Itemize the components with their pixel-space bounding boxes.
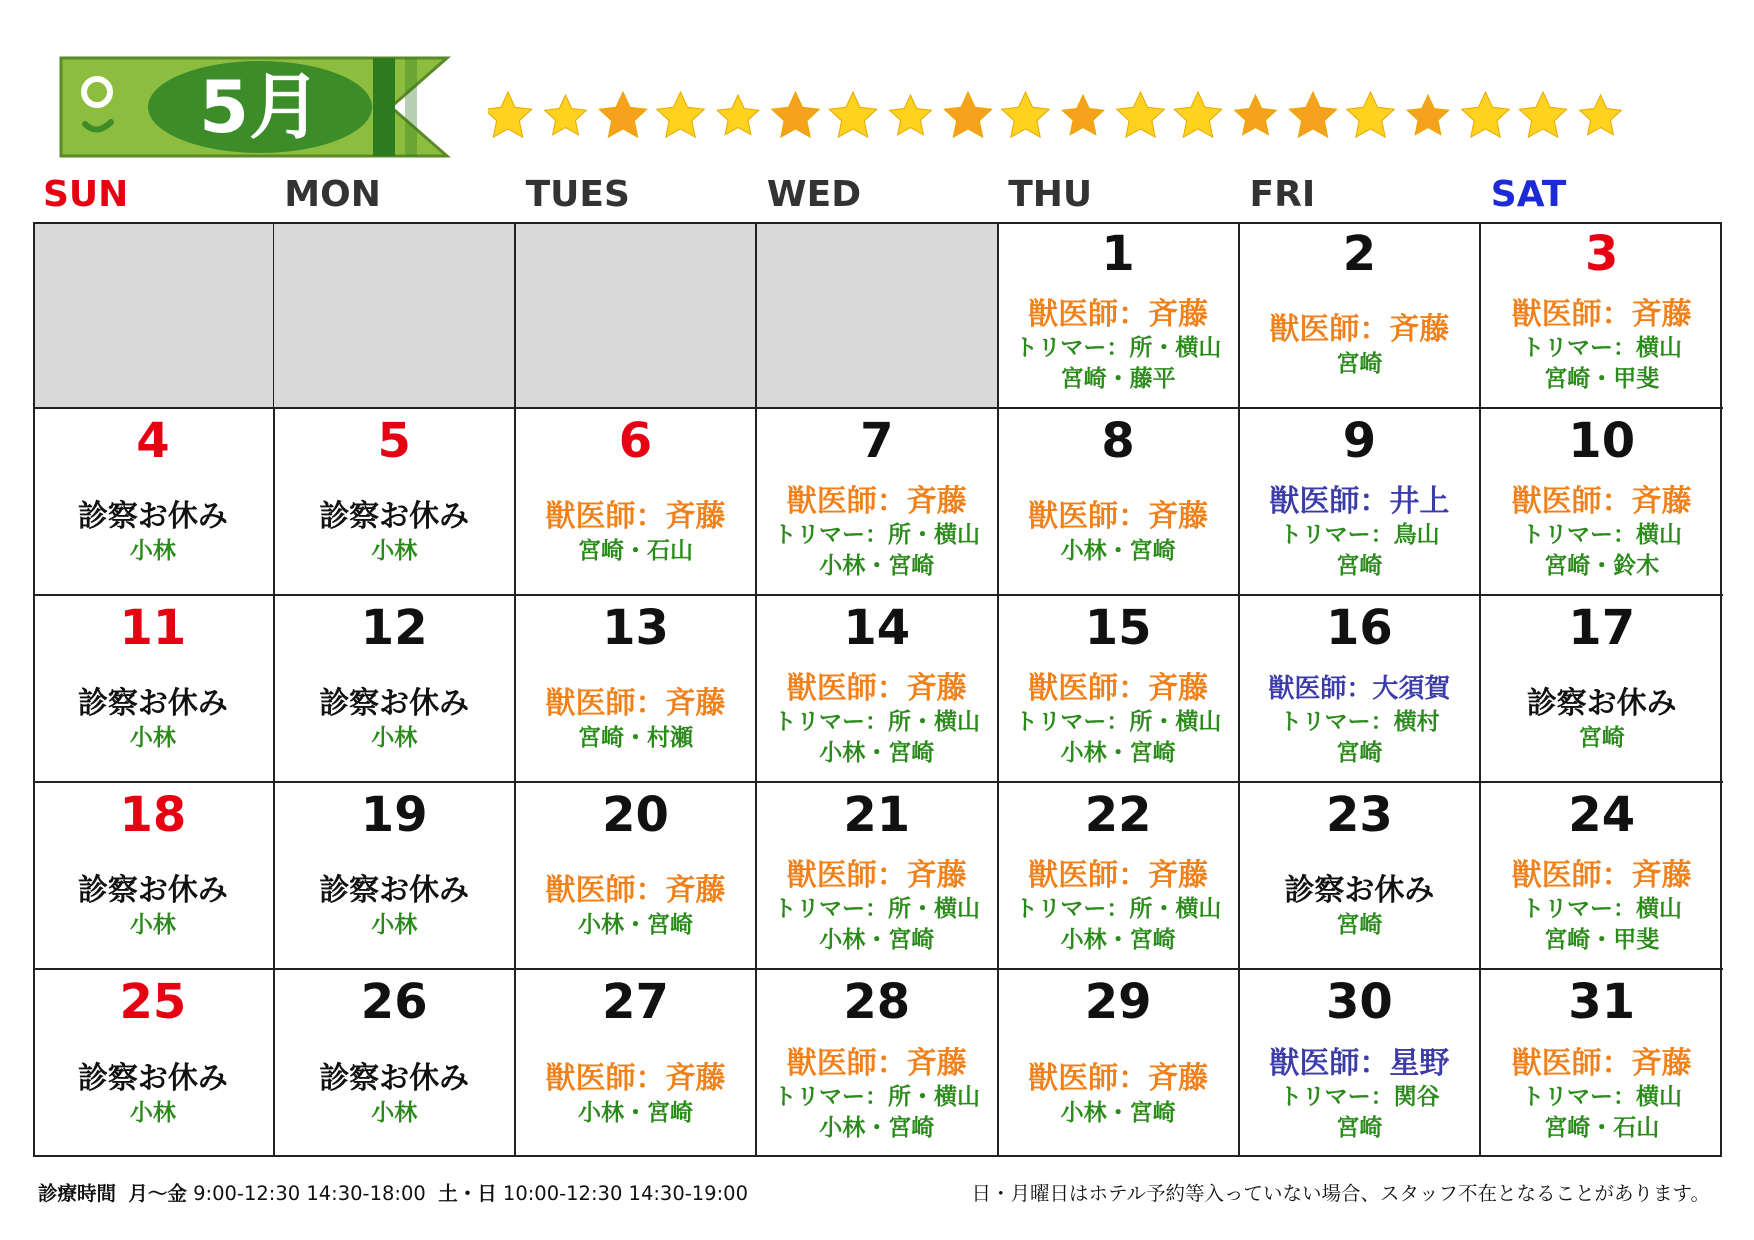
day-cell: [1481, 970, 1723, 1157]
staff-on-duty: 宮崎・村瀬: [577, 724, 693, 751]
day-number: 9: [1342, 413, 1377, 469]
koinobori-month-banner: [55, 52, 455, 162]
day-schedule: [274, 475, 514, 590]
day-number: 25: [119, 974, 187, 1030]
star-icon: [1462, 92, 1510, 137]
staff-on-duty: 小林: [371, 911, 418, 938]
day-number: 2: [1342, 226, 1377, 282]
day-number: 16: [1326, 600, 1393, 656]
day-schedule: [1240, 849, 1480, 964]
tail-stripe: [373, 58, 395, 156]
day-schedule: [998, 662, 1238, 777]
staff-on-duty: 宮崎: [1578, 724, 1625, 751]
day-schedule: [1481, 475, 1723, 590]
weekend-hours: 10:00-12:30 14:30-19:00: [502, 1182, 748, 1205]
day-number: 31: [1568, 974, 1636, 1030]
day-number: 6: [618, 413, 653, 469]
hours-label: 診療時間: [38, 1182, 117, 1205]
day-schedule: [1240, 475, 1480, 590]
day-cell: [998, 970, 1240, 1157]
staff-on-duty: 小林・宮崎: [1060, 537, 1176, 564]
day-cell: [757, 596, 999, 783]
day-schedule: [1481, 849, 1723, 964]
day-schedule: [998, 288, 1238, 403]
staff-on-duty: 小林・宮崎: [819, 926, 935, 953]
day-cell: [1481, 596, 1723, 783]
trimmer-on-duty: トリマー：所・横山: [1014, 334, 1222, 361]
day-number: 27: [602, 974, 669, 1030]
day-schedule: [1240, 662, 1480, 777]
day-number: 20: [602, 787, 669, 843]
weekday-sat: SAT: [1490, 174, 1567, 215]
staff-on-duty: 宮崎・藤平: [1060, 365, 1176, 392]
day-cell: [516, 409, 758, 596]
star-icon: [1407, 95, 1449, 135]
day-schedule: [274, 1036, 514, 1153]
trimmer-on-duty: トリマー：関谷: [1279, 1083, 1440, 1110]
day-schedule: [33, 849, 273, 964]
day-cell: [1240, 222, 1482, 409]
weekday-hours: 9:00-12:30 14:30-18:00: [193, 1182, 426, 1205]
day-cell: [1481, 409, 1723, 596]
day-schedule: [757, 475, 997, 590]
star-icon: [1002, 92, 1050, 137]
day-number: 24: [1568, 787, 1636, 843]
day-cell: [1240, 596, 1482, 783]
trimmer-on-duty: トリマー：所・横山: [773, 708, 981, 735]
trimmer-on-duty: トリマー：所・横山: [773, 1083, 981, 1110]
day-number: 29: [1084, 974, 1152, 1030]
vet-on-duty: 獣医師：斉藤: [1028, 857, 1209, 893]
closed-label: 診察お休み: [1526, 685, 1677, 721]
trimmer-on-duty: トリマー：横山: [1521, 521, 1682, 548]
day-schedule: [757, 1036, 997, 1153]
star-icon: [1062, 95, 1104, 135]
star-icon: [545, 95, 587, 135]
staff-on-duty: 宮崎・甲斐: [1544, 365, 1660, 392]
weekday-header: [33, 170, 1722, 220]
vet-on-duty: 獣医師：斉藤: [786, 857, 967, 893]
vet-on-duty: 獣医師：斉藤: [786, 1045, 967, 1081]
staff-on-duty: 小林: [371, 537, 418, 564]
staff-on-duty: 小林・宮崎: [1060, 739, 1176, 766]
day-cell: [274, 596, 516, 783]
day-cell: [1481, 783, 1723, 970]
day-number: 8: [1101, 413, 1135, 469]
day-schedule: [516, 1036, 756, 1153]
staff-on-duty: 小林: [129, 1099, 176, 1126]
day-number: 17: [1568, 600, 1636, 656]
clinic-hours: [38, 1178, 748, 1206]
day-number: 18: [119, 787, 187, 843]
closed-label: 診察お休み: [77, 1060, 228, 1096]
day-schedule: [1240, 1036, 1480, 1153]
staff-on-duty: 小林・宮崎: [819, 739, 935, 766]
day-cell: [516, 596, 758, 783]
day-cell: [1240, 409, 1482, 596]
calendar-grid: [33, 222, 1722, 1157]
day-cell: [516, 783, 758, 970]
vet-on-duty: 獣医師：斉藤: [1269, 311, 1450, 347]
star-icon: [599, 92, 647, 137]
day-cell: [274, 409, 516, 596]
vet-on-duty: 獣医師：大須賀: [1268, 673, 1451, 704]
day-schedule: [998, 849, 1238, 964]
day-number: 23: [1326, 787, 1393, 843]
day-number: 7: [860, 413, 894, 469]
day-number: 13: [602, 600, 669, 656]
closed-label: 診察お休み: [1284, 872, 1435, 908]
day-schedule: [516, 475, 756, 590]
staff-on-duty: 小林: [129, 537, 176, 564]
closed-label: 診察お休み: [319, 1060, 470, 1096]
vet-on-duty: 獣医師：斉藤: [545, 685, 726, 721]
vet-on-duty: 獣医師：斉藤: [1028, 498, 1209, 534]
star-icon: [1117, 92, 1165, 137]
trimmer-on-duty: トリマー：所・横山: [773, 895, 981, 922]
star-icon: [1174, 92, 1222, 137]
staff-on-duty: 宮崎: [1336, 739, 1383, 766]
closed-label: 診察お休み: [77, 498, 228, 534]
staff-on-duty: 宮崎・甲斐: [1544, 926, 1660, 953]
staff-on-duty: 小林・宮崎: [577, 911, 693, 938]
day-number: 12: [360, 600, 428, 656]
day-number: 28: [843, 974, 911, 1030]
weekday-sun: SUN: [43, 174, 129, 215]
vet-on-duty: 獣医師：斉藤: [1511, 296, 1692, 332]
star-icon: [1519, 92, 1567, 137]
trimmer-on-duty: トリマー：所・横山: [1014, 895, 1222, 922]
day-number: 10: [1568, 413, 1636, 469]
star-row-decoration: [488, 84, 1688, 150]
day-number: 1: [1101, 226, 1135, 282]
weekday-tues: TUES: [525, 174, 630, 215]
trimmer-on-duty: トリマー：横山: [1521, 1083, 1682, 1110]
trimmer-on-duty: トリマー：横山: [1521, 334, 1682, 361]
day-cell: [757, 783, 999, 970]
star-icon: [1580, 95, 1622, 135]
star-icon: [772, 92, 820, 137]
staff-on-duty: 小林: [129, 911, 176, 938]
staff-on-duty: 小林・宮崎: [1060, 1099, 1176, 1126]
weekday-mon: MON: [284, 174, 381, 215]
staff-on-duty: 宮崎: [1336, 552, 1383, 579]
staff-on-duty: 宮崎: [1336, 350, 1383, 377]
vet-on-duty: 獣医師：斉藤: [1028, 296, 1209, 332]
star-icon: [1347, 92, 1395, 137]
vet-on-duty: 獣医師：斉藤: [545, 1060, 726, 1096]
star-icon: [657, 92, 705, 137]
month-title: 5月: [198, 65, 322, 149]
closed-label: 診察お休み: [319, 498, 470, 534]
empty-day-cell: [33, 222, 275, 409]
star-icon: [1289, 92, 1337, 137]
trimmer-on-duty: トリマー：所・横山: [1014, 708, 1222, 735]
day-number: 14: [843, 600, 911, 656]
day-schedule: [1481, 288, 1723, 403]
day-number: 5: [377, 413, 411, 469]
day-number: 26: [360, 974, 428, 1030]
day-cell: [1481, 222, 1723, 409]
staff-on-duty: 宮崎・鈴木: [1544, 552, 1660, 579]
empty-day-cell: [757, 222, 999, 409]
star-icon: [1235, 95, 1277, 135]
day-cell: [998, 783, 1240, 970]
staff-on-duty: 小林: [129, 724, 176, 751]
closed-label: 診察お休み: [319, 872, 470, 908]
vet-on-duty: 獣医師：斉藤: [1028, 670, 1209, 706]
vet-on-duty: 獣医師：斉藤: [545, 498, 726, 534]
day-cell: [1240, 970, 1482, 1157]
staff-on-duty: 宮崎: [1336, 1114, 1383, 1141]
staff-on-duty: 宮崎: [1336, 911, 1383, 938]
day-schedule: [998, 475, 1238, 590]
day-number: 30: [1326, 974, 1393, 1030]
closed-label: 診察お休み: [77, 685, 228, 721]
trimmer-on-duty: トリマー：横村: [1279, 708, 1440, 735]
day-cell: [33, 783, 275, 970]
day-cell: [757, 409, 999, 596]
day-schedule: [33, 1036, 273, 1153]
day-cell: [998, 222, 1240, 409]
day-schedule: [1481, 662, 1723, 777]
staff-on-duty: 小林・宮崎: [1060, 926, 1176, 953]
day-schedule: [998, 1036, 1238, 1153]
vet-on-duty: 獣医師：井上: [1269, 483, 1450, 519]
day-schedule: [274, 662, 514, 777]
staff-on-duty: 小林: [371, 1099, 418, 1126]
staff-on-duty: 小林・宮崎: [819, 1114, 935, 1141]
day-cell: [33, 970, 275, 1157]
star-icon: [890, 95, 932, 135]
closed-label: 診察お休み: [319, 685, 470, 721]
day-number: 15: [1084, 600, 1152, 656]
trimmer-on-duty: トリマー：鳥山: [1279, 521, 1440, 548]
empty-day-cell: [274, 222, 516, 409]
tail-stripe: [405, 58, 417, 156]
star-icon: [717, 95, 759, 135]
weekend-label: 土・日: [438, 1182, 497, 1205]
day-schedule: [757, 849, 997, 964]
vet-on-duty: 獣医師：斉藤: [1511, 1045, 1692, 1081]
vet-on-duty: 獣医師：斉藤: [786, 483, 967, 519]
day-number: 21: [843, 787, 911, 843]
staff-on-duty: 宮崎・石山: [1544, 1114, 1660, 1141]
day-schedule: [516, 662, 756, 777]
empty-day-cell: [516, 222, 758, 409]
staff-on-duty: 小林・宮崎: [819, 552, 935, 579]
day-cell: [274, 970, 516, 1157]
day-number: 4: [136, 413, 170, 469]
staff-on-duty: 宮崎・石山: [577, 537, 693, 564]
star-icon: [829, 92, 877, 137]
day-schedule: [1240, 288, 1480, 403]
staff-on-duty: 小林・宮崎: [577, 1099, 693, 1126]
staff-on-duty: 小林: [371, 724, 418, 751]
star-icon: [944, 92, 992, 137]
vet-on-duty: 獣医師：斉藤: [786, 670, 967, 706]
weekday-wed: WED: [766, 174, 862, 215]
day-cell: [998, 409, 1240, 596]
closed-label: 診察お休み: [77, 872, 228, 908]
vet-on-duty: 獣医師：斉藤: [1511, 483, 1692, 519]
vet-on-duty: 獣医師：斉藤: [545, 872, 726, 908]
day-cell: [516, 970, 758, 1157]
day-schedule: [33, 662, 273, 777]
day-number: 11: [119, 600, 187, 656]
weekday-thu: THU: [1008, 174, 1093, 215]
trimmer-on-duty: トリマー：所・横山: [773, 521, 981, 548]
day-schedule: [516, 849, 756, 964]
day-schedule: [1481, 1036, 1723, 1153]
day-schedule: [33, 475, 273, 590]
day-number: 3: [1584, 226, 1619, 282]
day-cell: [1240, 783, 1482, 970]
day-cell: [998, 596, 1240, 783]
vet-on-duty: 獣医師：斉藤: [1028, 1060, 1209, 1096]
day-number: 22: [1084, 787, 1152, 843]
weekday-label: 月～金: [128, 1182, 187, 1205]
staff-absence-note: 日・月曜日はホテル予約等入っていない場合、スタッフ不在となることがあります。: [971, 1182, 1710, 1205]
day-cell: [33, 596, 275, 783]
vet-on-duty: 獣医師：斉藤: [1511, 857, 1692, 893]
day-schedule: [274, 849, 514, 964]
weekday-fri: FRI: [1249, 174, 1316, 215]
day-cell: [274, 783, 516, 970]
star-icon: [488, 92, 532, 137]
day-cell: [33, 409, 275, 596]
day-schedule: [757, 662, 997, 777]
vet-on-duty: 獣医師：星野: [1269, 1045, 1450, 1081]
footer: [38, 1178, 1728, 1210]
day-number: 19: [360, 787, 428, 843]
trimmer-on-duty: トリマー：横山: [1521, 895, 1682, 922]
day-cell: [757, 970, 999, 1157]
